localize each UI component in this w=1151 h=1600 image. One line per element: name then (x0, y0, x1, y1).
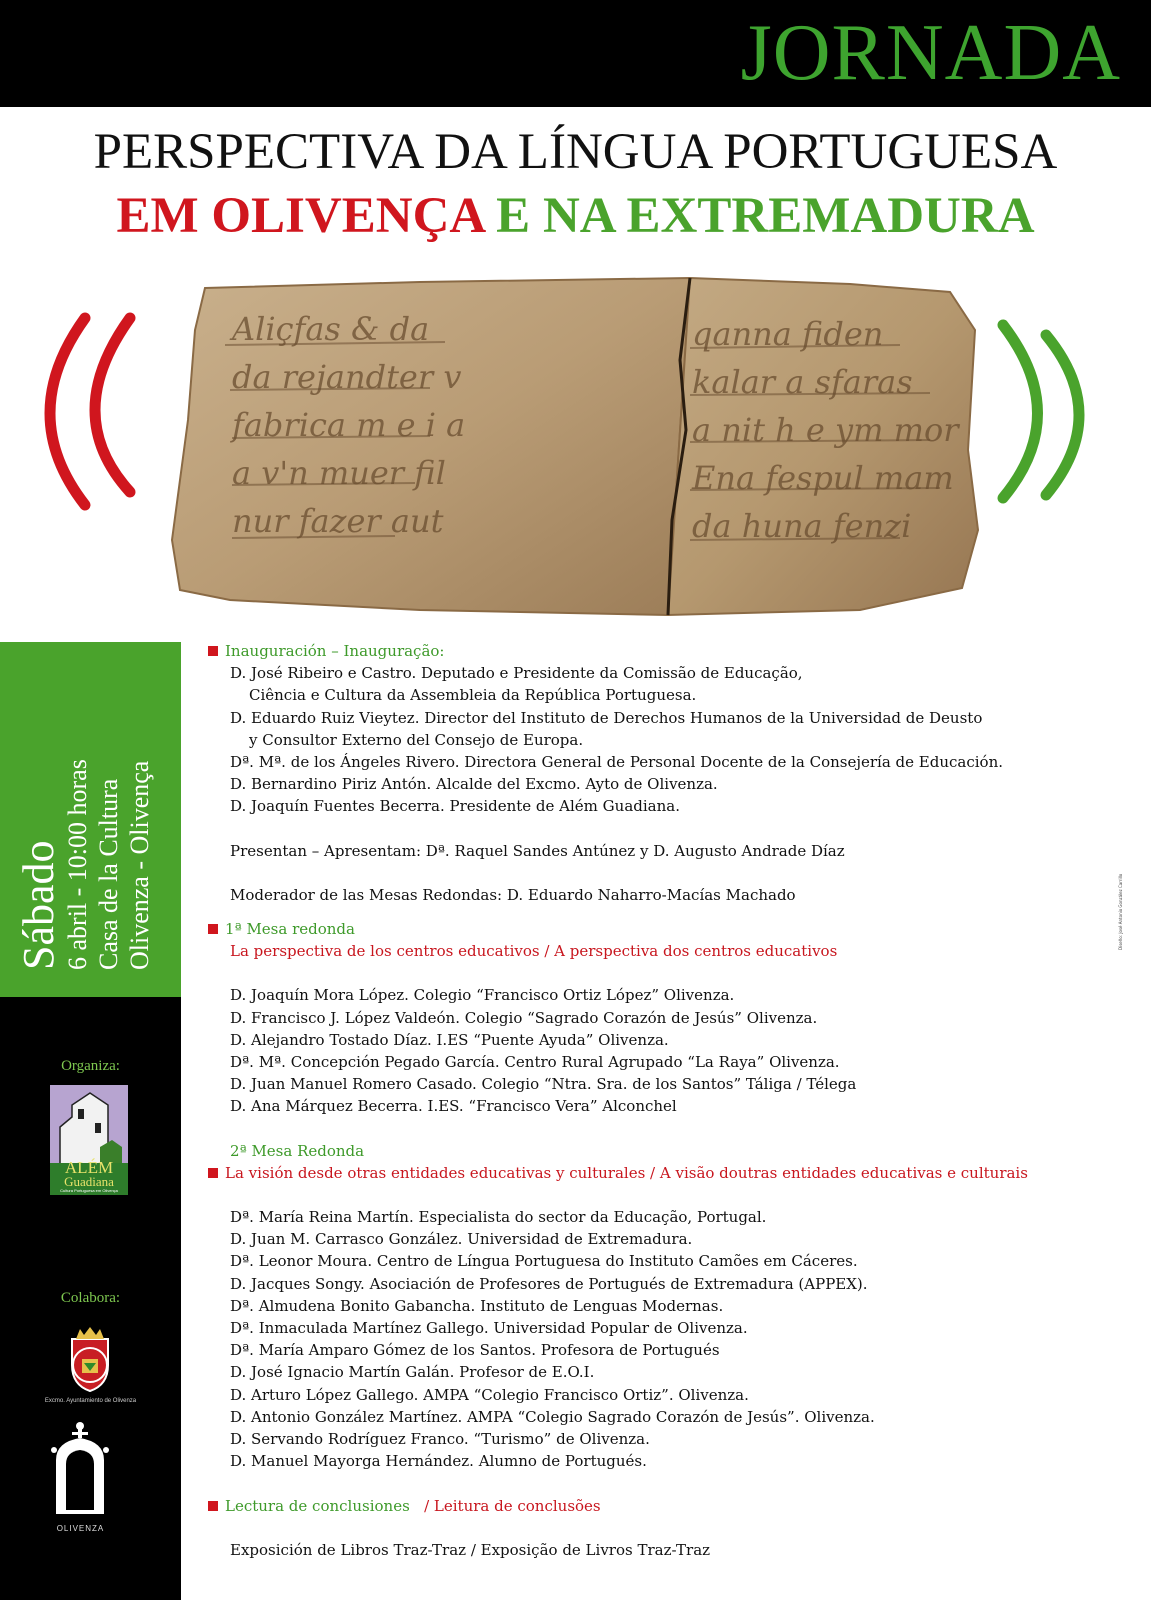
mesa1-heading: 1ª Mesa redonda (208, 918, 1108, 940)
red-arc-inner-icon (95, 318, 130, 492)
list-item: Dª. María Amparo Gómez de los Santos. Profesora de Portugués (230, 1341, 720, 1360)
bullet-square-icon (208, 924, 218, 934)
mesa2-heading: 2ª Mesa Redonda (230, 1141, 365, 1160)
green-arc-inner-icon (1003, 325, 1038, 498)
bullet-square-icon (208, 1501, 218, 1511)
design-credit: Diseño: José Antonio González Carrillo (1118, 873, 1123, 950)
green-arc-outer-icon (1046, 335, 1079, 495)
event-date-time: 6 abril - 10:00 horas (63, 759, 92, 970)
list-item: Dª. Mª. de los Ángeles Rivero. Directora General de Personal Docente de la Consejería de Educación. (230, 753, 1004, 772)
list-item: D. Juan Manuel Romero Casado. Colegio “Ntra. Sra. de los Santos” Táliga / Télega (230, 1075, 857, 1094)
list-item: D. Bernardino Piriz Antón. Alcalde del Excmo. Ayto de Olivenza. (230, 775, 718, 794)
stone-left-inscription-line: a v'n muer fil (232, 454, 446, 492)
ayuntamiento-caption: Excmo. Ayuntamiento de Olivenza (44, 1398, 137, 1404)
list-item: Dª. María Reina Martín. Especialista do sector da Educação, Portugal. (230, 1208, 767, 1227)
stone-right-inscription-line: a nit h e ym mor (692, 411, 959, 449)
header-bar (0, 0, 1151, 107)
list-item: Dª. Mª. Concepción Pegado García. Centro Rural Agrupado “La Raya” Olivenza. (230, 1053, 840, 1072)
event-type-heading: JORNADA (740, 9, 1121, 97)
list-item: Dª. Inmaculada Martínez Gallego. Universidad Popular de Olivenza. (230, 1319, 748, 1338)
subtitle-green-part: E NA EXTREMADURA (496, 188, 1035, 244)
book-exhibition: Exposición de Libros Traz-Traz / Exposição de Livros Traz-Traz (230, 1540, 711, 1559)
event-place: Olivenza - Olivença (125, 760, 154, 970)
organiza-label: Organiza: (61, 1058, 120, 1074)
list-item: D. Juan M. Carrasco González. Universidad de Extremadura. (230, 1230, 693, 1249)
list-item: D. Arturo López Gallego. AMPA “Colegio Francisco Ortiz”. Olivenza. (230, 1385, 749, 1404)
mesa2-subtitle: La visión desde otras entidades educativas y culturales / A visão doutras entidades educativas e culturais (208, 1162, 1108, 1184)
poster-subtitle (0, 186, 1151, 246)
list-item: D. Servando Rodríguez Franco. “Turismo” de Olivenza. (230, 1430, 650, 1449)
mesa1-subtitle: La perspectiva de los centros educativos / A perspectiva dos centros educativos (230, 942, 838, 961)
poster-title: PERSPECTIVA DA LÍNGUA PORTUGUESA (93, 124, 1058, 180)
alem-logo-word1: ALÉM (64, 1158, 114, 1177)
alem-guadiana-logo (50, 1085, 128, 1195)
coat-of-arms-icon (58, 1325, 122, 1395)
inauguration-heading: Inauguración – Inauguração: (208, 640, 1108, 662)
bullet-square-icon (208, 1168, 218, 1178)
list-item: D. Antonio González Martínez. AMPA “Colegio Sagrado Corazón de Jesús”. Olivenza. (230, 1407, 875, 1426)
alem-logo-tag: Cultura Portuguesa em Olivença (60, 1188, 118, 1193)
stone-right-inscription-line: kalar a sfaras (692, 363, 913, 401)
list-item: D. Alejandro Tostado Díaz. I.ES “Puente Ayuda” Olivenza. (230, 1030, 669, 1049)
presenters: Presentan – Apresentam: Dª. Raquel Sandes Antúnez y D. Augusto Andrade Díaz (230, 841, 845, 860)
list-item: D. Francisco J. López Valdeón. Colegio “Sagrado Corazón de Jesús” Olivenza. (230, 1008, 818, 1027)
list-item: D. Eduardo Ruiz Vieytez. Director del Instituto de Derechos Humanos de la Universidad de Deusto (230, 708, 983, 727)
list-item: D. Ana Márquez Becerra. I.ES. “Francisco Vera” Alconchel (230, 1097, 677, 1116)
list-item: y Consultor Externo del Consejo de Europa. (249, 730, 584, 749)
list-item: Dª. Almudena Bonito Gabancha. Instituto de Lenguas Modernas. (230, 1296, 724, 1315)
alem-logo-word2: Guadiana (64, 1174, 114, 1189)
red-arc-outer-icon (50, 318, 85, 505)
stone-left-inscription-line: fabrica m e i a (232, 406, 466, 444)
monument-icon (48, 1420, 112, 1520)
list-item: D. José Ignacio Martín Galán. Profesor de E.O.I. (230, 1363, 595, 1382)
stone-illustration (0, 270, 1151, 640)
event-day: Sábado (14, 840, 63, 970)
stone-right-inscription-line: da huna fenzi (692, 507, 912, 545)
list-item: D. Jacques Songy. Asociación de Profesores de Portugués de Extremadura (APPEX). (230, 1274, 868, 1293)
stone-right-inscription-line: qanna fiden (692, 315, 884, 353)
event-venue: Casa de la Cultura (94, 778, 123, 970)
list-item: D. Manuel Mayorga Hernández. Alumno de Portugués. (230, 1452, 647, 1471)
list-item: D. José Ribeiro e Castro. Deputado e Presidente da Comissão de Educação, (230, 664, 803, 683)
moderator: Moderador de las Mesas Redondas: D. Eduardo Naharro-Macías Machado (230, 885, 796, 904)
date-venue-vertical (16, 650, 155, 970)
list-item: Ciência e Cultura da Assembleia da República Portuguesa. (249, 686, 697, 705)
subtitle-red-part: EM OLIVENÇA (116, 188, 484, 244)
ayuntamiento-crest (58, 1325, 122, 1395)
stone-right-inscription-line: Ena fespul mam (692, 459, 954, 497)
stone-left-inscription-line: da rejandter v (232, 358, 462, 396)
colabora-label: Colabora: (60, 1290, 121, 1306)
program (208, 640, 1108, 1561)
list-item: D. Joaquín Mora López. Colegio “Francisco Ortiz López” Olivenza. (230, 986, 735, 1005)
stone-left-inscription-line: nur fazer aut (232, 502, 444, 540)
list-item: D. Joaquín Fuentes Becerra. Presidente de Além Guadiana. (230, 797, 680, 816)
stone-inscription-image (0, 270, 1151, 640)
bullet-square-icon (208, 646, 218, 656)
olivenza-caption: OLIVENZA (56, 1524, 105, 1533)
conclusions-heading: Lectura de conclusiones / Leitura de conclusões (208, 1495, 1108, 1517)
olivenza-monument-logo (48, 1420, 112, 1520)
stone-left-inscription-line: Aliçfas & da (232, 310, 430, 348)
list-item: Dª. Leonor Moura. Centro de Língua Portuguesa do Instituto Camões em Cáceres. (230, 1252, 858, 1271)
